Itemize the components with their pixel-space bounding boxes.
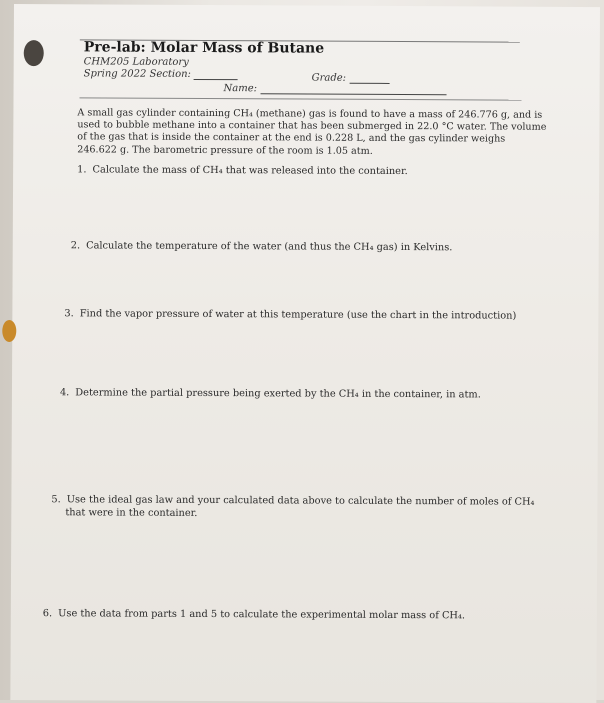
term-section-row — [84, 68, 239, 80]
grade-row — [312, 73, 390, 84]
question-number: 4. — [59, 387, 70, 399]
course-label: CHM205 Laboratory — [83, 56, 189, 68]
grade-label: Grade: — [311, 72, 347, 84]
question-number: 6. — [42, 608, 53, 620]
question-text: Find the vapor pressure of water at this temperature (use the chart in the introduction) — [79, 308, 517, 322]
question-text: Use the ideal gas law and your calculated data above to calculate the number of moles of CH₄ that were in the container. — [65, 494, 535, 519]
question-number: 2. — [70, 240, 81, 252]
page-title: Pre-lab: Molar Mass of Butane — [83, 39, 325, 57]
question-text: Use the data from parts 1 and 5 to calculate the experimental molar mass of CH₄. — [58, 608, 466, 622]
name-blank — [260, 83, 446, 95]
question-1 — [77, 164, 537, 179]
binder-hole-icon — [24, 40, 44, 66]
term-section-label: Spring 2022 Section: — [83, 68, 191, 80]
question-text: Calculate the temperature of the water (and thus the CH₄ gas) in Kelvins. — [86, 240, 453, 254]
header-rule — [80, 97, 522, 100]
name-label: Name: — [223, 83, 258, 95]
question-number: 1. — [77, 164, 87, 176]
question-6 — [43, 608, 543, 623]
question-number: 5. — [51, 494, 61, 506]
problem-statement: A small gas cylinder containing CH₄ (methane) gas is found to have a mass of 246.776 g, and is used to bubble methane into a container that has been submerged in 22.0 °C water. The volume of the gas that is inside the container at the end is 0.228 L, and the gas cylinder weighs 246.622 g. The barometric pressure of the room is 1.05 atm. — [77, 107, 547, 157]
grade-blank — [349, 73, 389, 84]
question-2 — [71, 240, 531, 255]
question-4 — [60, 387, 530, 402]
question-text: Calculate the mass of CH₄ that was released into the container. — [92, 164, 408, 178]
question-number: 3. — [64, 308, 74, 320]
worksheet-page — [10, 4, 600, 703]
question-3 — [64, 308, 544, 323]
section-blank — [194, 69, 238, 80]
question-text: Determine the partial pressure being exerted by the CH₄ in the container, in atm. — [75, 387, 481, 401]
name-row — [224, 83, 447, 95]
question-5 — [51, 494, 555, 522]
binder-hole-icon — [2, 320, 16, 342]
